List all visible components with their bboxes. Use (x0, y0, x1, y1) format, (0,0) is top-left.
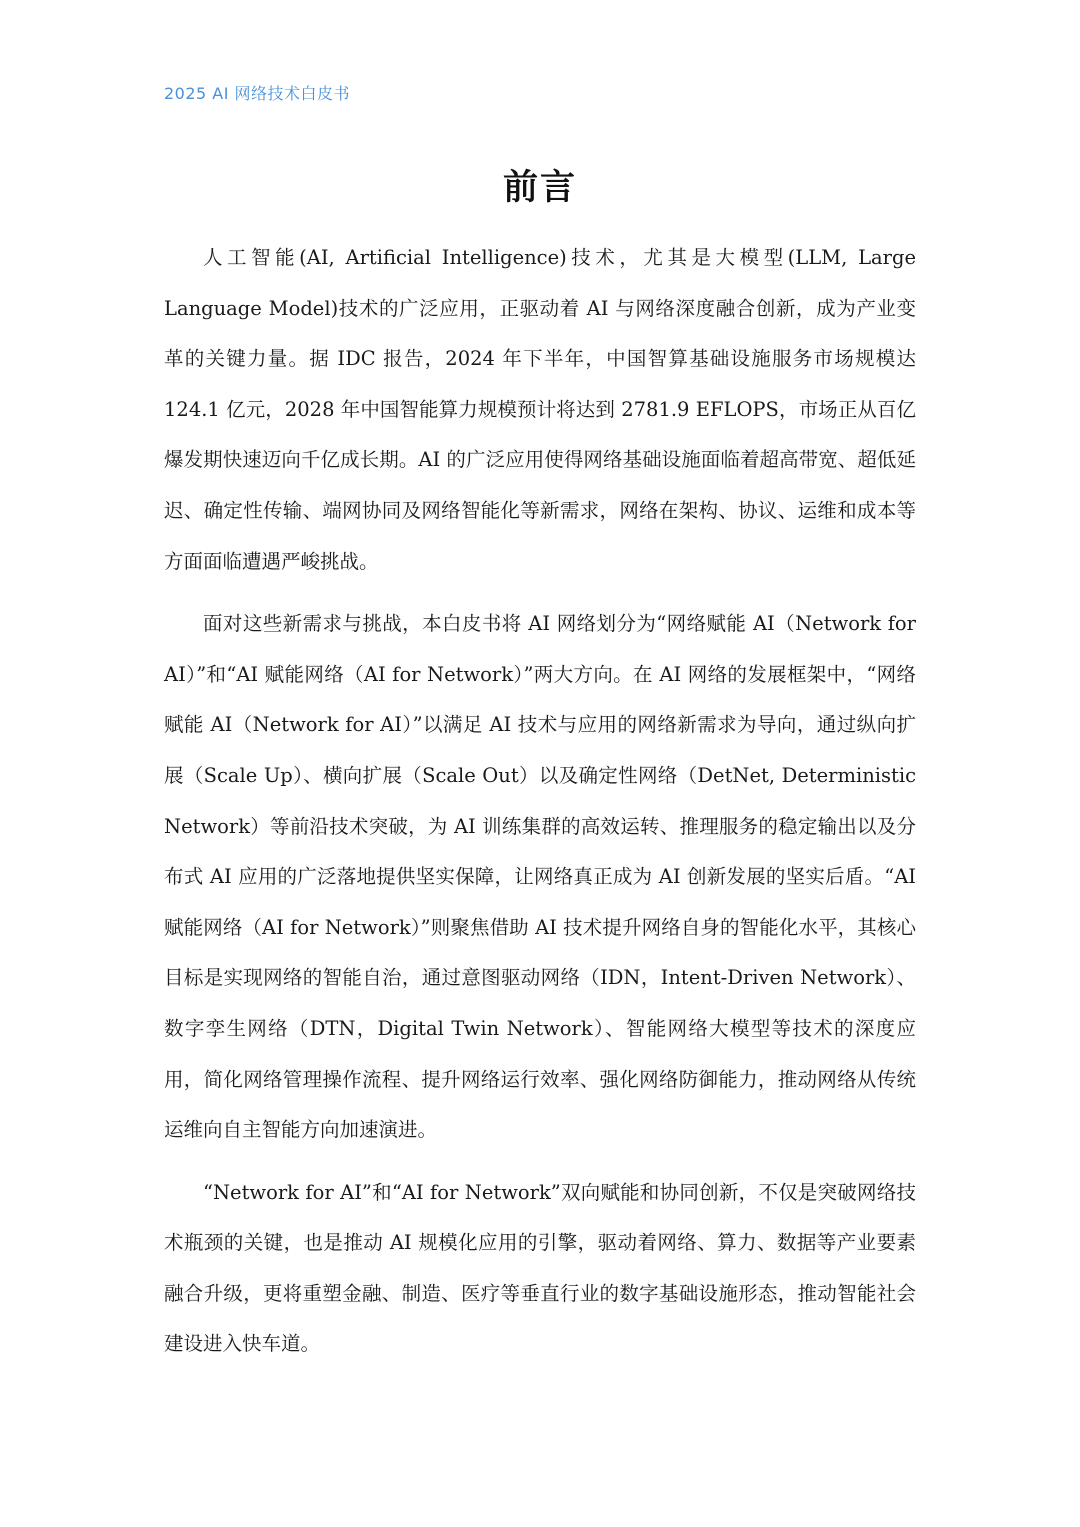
document-body (164, 233, 916, 1382)
paragraph-2: 面对这些新需求与挑战，本白皮书将 AI 网络划分为“网络赋能 AI（Network for AI）”和“AI 赋能网络（AI for Network）”两大方向。在 AI 网络的发展框架中，“网络赋能 AI（Network for AI）”以满足 AI 技术与应用的网络新需求为导向，通过纵向扩展（Scale Up）、横向扩展（Scale Out）以及确定性网络（DetNet, Deterministic Network）等前沿技术突破，为 AI 训练集群的高效运转、推理服务的稳定输出以及分布式 AI 应用的广泛落地提供坚实保障，让网络真正成为 AI 创新发展的坚实后盾。“AI 赋能网络（AI for Network）”则聚焦借助 AI 技术提升网络自身的智能化水平，其核心目标是实现网络的智能自治，通过意图驱动网络（IDN，Intent-Driven Network）、数字孪生网络（DTN，Digital Twin Network）、智能网络大模型等技术的深度应用，简化网络管理操作流程、提升网络运行效率、强化网络防御能力，推动网络从传统运维向自主智能方向加速演进。 (164, 612, 916, 1142)
document-header-title: 2025 AI 网络技术白皮书 (164, 84, 351, 103)
paragraph-3: “Network for AI”和“AI for Network”双向赋能和协同创新，不仅是突破网络技术瓶颈的关键，也是推动 AI 规模化应用的引擎，驱动着网络、算力、数据等产业要素融合升级，更将重塑金融、制造、医疗等垂直行业的数字基础设施形态，推动智能社会建设进入快车道。 (164, 1180, 916, 1356)
paragraph-1: 人工智能(AI, Artificial Intelligence)技术，尤其是大模型(LLM, Large Language Model)技术的广泛应用，正驱动着 AI 与网络深度融合创新，成为产业变革的关键力量。据 IDC 报告，2024 年下半年，中国智算基础设施服务市场规模达 124.1 亿元，2028 年中国智能算力规模预计将达到 2781.9 EFLOPS，市场正从百亿爆发期快速迈向千亿成长期。AI 的广泛应用使得网络基础设施面临着超高带宽、超低延迟、确定性传输、端网协同及网络智能化等新需求，网络在架构、协议、运维和成本等方面面临遭遇严峻挑战。 (164, 246, 916, 573)
page-title: 前言 (502, 168, 577, 208)
